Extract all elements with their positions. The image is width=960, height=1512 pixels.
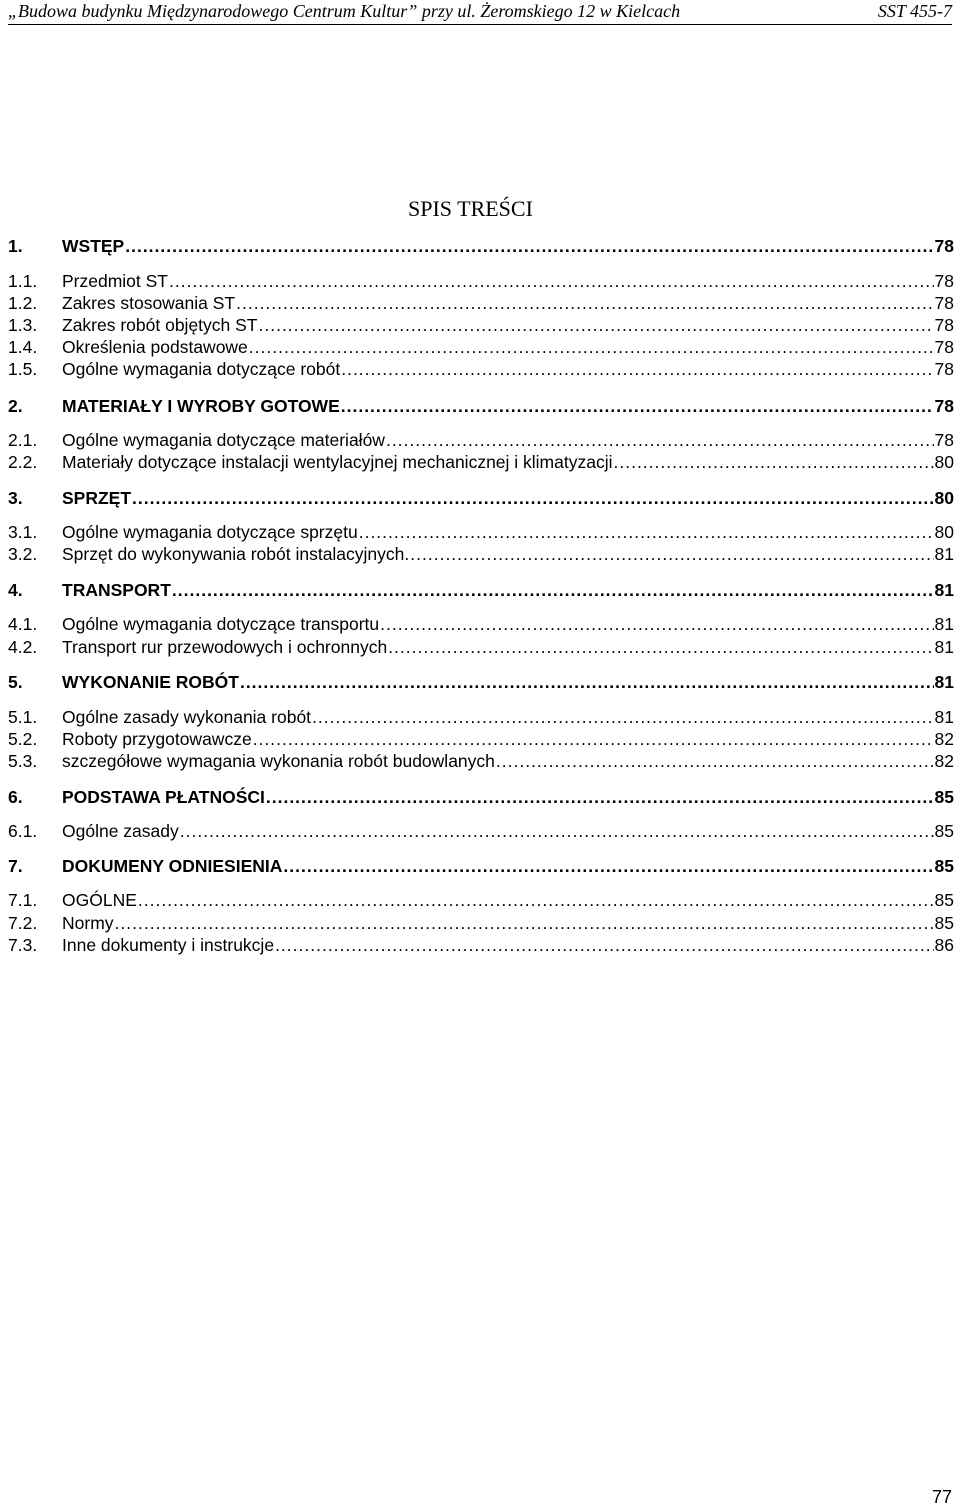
toc-entry-number: 7.3.	[8, 935, 38, 955]
toc-entry-number: 2.	[8, 396, 23, 416]
toc-entry-page: 78	[934, 359, 954, 379]
toc-entry-title: MATERIAŁY I WYROBY GOTOWE	[62, 396, 340, 416]
toc-entry-number: 7.	[8, 856, 23, 876]
toc-entry-page: 82	[934, 751, 954, 771]
toc-entry[interactable]	[8, 521, 954, 543]
dot-leader	[132, 487, 933, 509]
dot-leader	[283, 855, 933, 877]
toc-entry-number: 5.2.	[8, 729, 38, 749]
toc-entry-page: 78	[934, 337, 954, 357]
toc-entry-number: 2.2.	[8, 452, 38, 472]
toc-entry-number: 2.1.	[8, 430, 38, 450]
dot-leader	[172, 579, 934, 601]
dot-leader	[125, 235, 933, 257]
toc-entry[interactable]	[8, 912, 954, 934]
toc-entry[interactable]	[8, 786, 954, 808]
toc-entry-title: TRANSPORT	[62, 580, 171, 600]
toc-entry-title: Roboty przygotowawcze	[62, 729, 252, 749]
dot-leader	[341, 395, 934, 417]
toc-entry-number: 7.1.	[8, 890, 38, 910]
toc-entry-page: 78	[934, 293, 954, 313]
toc-entry-title: SPRZĘT	[62, 488, 132, 508]
toc-entry-number: 1.3.	[8, 315, 38, 335]
toc-entry-page: 81	[934, 544, 954, 564]
dot-leader	[236, 292, 933, 314]
toc-entry-page: 80	[934, 488, 954, 508]
toc-entry-page: 86	[934, 935, 954, 955]
toc-entry-title: OGÓLNE	[62, 890, 137, 910]
toc-entry[interactable]	[8, 336, 954, 358]
toc-entry-number: 1.	[8, 236, 23, 256]
toc-entry-title: Inne dokumenty i instrukcje	[62, 935, 275, 955]
page-number: 77	[931, 1487, 952, 1507]
toc-entry[interactable]	[8, 314, 954, 336]
toc-entry-page: 85	[934, 890, 954, 910]
toc-entry[interactable]	[8, 270, 954, 292]
toc-entry-title: Ogólne wymagania dotyczące transportu	[62, 614, 380, 634]
toc-entry-title: Określenia podstawowe	[62, 337, 248, 357]
toc-entry-page: 78	[934, 396, 954, 416]
dot-leader	[240, 671, 934, 693]
toc-entry-page: 78	[934, 236, 954, 256]
toc-entry-number: 5.3.	[8, 751, 38, 771]
toc-entry[interactable]	[8, 487, 954, 509]
toc-entry-title: Sprzęt do wykonywania robót instalacyjnych.	[62, 544, 410, 564]
toc-entry-page: 78	[934, 430, 954, 450]
dot-leader	[380, 613, 933, 635]
toc-entry-number: 1.2.	[8, 293, 38, 313]
toc-entry-page: 85	[934, 787, 954, 807]
toc-entry[interactable]	[8, 671, 954, 693]
toc-entry-number: 3.2.	[8, 544, 38, 564]
toc-entry[interactable]	[8, 235, 954, 257]
toc-entry-title: Ogólne wymagania dotyczące sprzętu	[62, 522, 358, 542]
dot-leader	[180, 820, 934, 842]
toc-entry[interactable]	[8, 889, 954, 911]
toc-entry-number: 7.2.	[8, 913, 38, 933]
toc-entry[interactable]	[8, 855, 954, 877]
dot-leader	[496, 750, 934, 772]
dot-leader	[614, 451, 934, 473]
toc-entry-page: 80	[934, 522, 954, 542]
toc-entry[interactable]	[8, 728, 954, 750]
toc-entry-number: 6.1.	[8, 821, 38, 841]
document-title: „Budowa budynku Międzynarodowego Centrum Kultur” przy ul. Żeromskiego 12 w Kielcach	[8, 1, 681, 21]
toc-entry-page: 81	[934, 672, 954, 692]
toc-entry-page: 85	[934, 821, 954, 841]
toc-entry-page: 81	[934, 580, 954, 600]
toc-entry-number: 3.	[8, 488, 23, 508]
toc-entry-title: DOKUMENY ODNIESIENIA	[62, 856, 283, 876]
toc-entry[interactable]	[8, 543, 954, 565]
toc-entry-title: Transport rur przewodowych i ochronnych	[62, 637, 388, 657]
toc-entry-page: 81	[934, 707, 954, 727]
toc-entry-title: PODSTAWA PŁATNOŚCI	[62, 787, 265, 807]
toc-entry-number: 3.1.	[8, 522, 38, 542]
toc-entry-title: Ogólne zasady	[62, 821, 179, 841]
document-code: SST 455-7	[877, 1, 952, 21]
toc-entry-title: Materiały dotyczące instalacji wentylacyjnej mechanicznej i klimatyzacji	[62, 452, 613, 472]
toc-entry[interactable]	[8, 934, 954, 956]
dot-leader	[386, 429, 934, 451]
toc-entry[interactable]	[8, 706, 954, 728]
toc-entry-page: 81	[934, 614, 954, 634]
toc-entry-title: WSTĘP	[62, 236, 125, 256]
toc-entry-page: 82	[934, 729, 954, 749]
toc-entry[interactable]	[8, 613, 954, 635]
toc-entry-title: Przedmiot ST	[62, 271, 168, 291]
toc-entry[interactable]	[8, 358, 954, 380]
toc-entry-number: 4.	[8, 580, 23, 600]
toc-entry-title: WYKONANIE ROBÓT	[62, 672, 239, 692]
dot-leader	[341, 358, 933, 380]
toc-entry-title: szczegółowe wymagania wykonania robót budowlanych	[62, 751, 495, 771]
toc-entry[interactable]	[8, 395, 954, 417]
toc-entry-page: 85	[934, 913, 954, 933]
toc-entry-number: 6.	[8, 787, 23, 807]
dot-leader	[388, 636, 933, 658]
toc-entry-title: Ogólne wymagania dotyczące robót	[62, 359, 341, 379]
toc-entry-number: 5.1.	[8, 707, 38, 727]
toc-entry[interactable]	[8, 820, 954, 842]
dot-leader	[266, 786, 934, 808]
toc-entry-page: 80	[934, 452, 954, 472]
dot-leader	[169, 270, 934, 292]
toc-entry-title: Ogólne wymagania dotyczące materiałów	[62, 430, 385, 450]
dot-leader	[312, 706, 933, 728]
toc-entry-page: 85	[934, 856, 954, 876]
toc-entry-title: Zakres stosowania ST	[62, 293, 236, 313]
toc-entry-number: 1.5.	[8, 359, 38, 379]
dot-leader	[249, 336, 934, 358]
toc-entry[interactable]	[8, 750, 954, 772]
toc-entry[interactable]	[8, 451, 954, 473]
toc-entry[interactable]	[8, 292, 954, 314]
dot-leader	[253, 728, 934, 750]
dot-leader	[410, 543, 933, 565]
toc-entry-number: 4.2.	[8, 637, 38, 657]
dot-leader	[138, 889, 934, 911]
dot-leader	[115, 912, 934, 934]
toc-entry-page: 81	[934, 637, 954, 657]
toc-entry-title: Zakres robót objętych ST	[62, 315, 258, 335]
running-header	[8, 0, 952, 25]
toc-entry-number: 4.1.	[8, 614, 38, 634]
toc-entry-page: 78	[934, 315, 954, 335]
toc-entry[interactable]	[8, 636, 954, 658]
toc-entry[interactable]	[8, 579, 954, 601]
dot-leader	[259, 314, 934, 336]
toc-entry-title: Ogólne zasady wykonania robót	[62, 707, 312, 727]
toc-entry-title: Normy	[62, 913, 114, 933]
toc-heading: SPIS TREŚCI	[408, 196, 533, 221]
toc-entry[interactable]	[8, 429, 954, 451]
toc-entry-number: 1.1.	[8, 271, 38, 291]
toc-entry-page: 78	[934, 271, 954, 291]
dot-leader	[275, 934, 933, 956]
toc-entry-number: 5.	[8, 672, 23, 692]
dot-leader	[359, 521, 934, 543]
toc-entry-number: 1.4.	[8, 337, 38, 357]
